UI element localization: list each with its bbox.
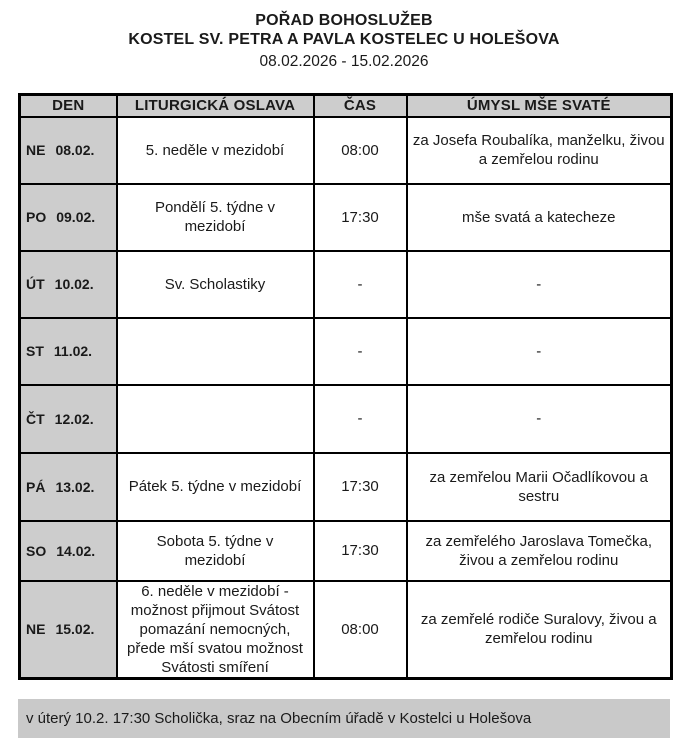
intention-cell: za zemřelé rodiče Suralovy, živou a zemřelou rodinu [407, 581, 672, 679]
table-row [20, 581, 672, 679]
day-cell [20, 318, 117, 385]
celebration-cell: Pondělí 5. týdne v mezidobí [117, 184, 314, 251]
day-cell [20, 521, 117, 581]
celebration-cell: Sobota 5. týdne v mezidobí [117, 521, 314, 581]
header-umysl-mse-svate: ÚMYSL MŠE SVATÉ [407, 95, 672, 117]
time-cell: 17:30 [314, 453, 407, 521]
table-row [20, 385, 672, 453]
table-row [20, 453, 672, 521]
table-row [20, 521, 672, 581]
church-name: KOSTEL SV. PETRA A PAVLA KOSTELEC U HOLEŠOVA [128, 31, 560, 48]
table-header [20, 95, 672, 117]
time-cell: - [314, 385, 407, 453]
table-row [20, 318, 672, 385]
footer-note-text: v úterý 10.2. 17:30 Scholička, sraz na Obecním úřadě v Kostelci u Holešova [26, 709, 532, 727]
day-cell [20, 117, 117, 184]
footer-note [18, 699, 670, 738]
day-cell [20, 385, 117, 453]
time-cell: 17:30 [314, 521, 407, 581]
celebration-cell [117, 318, 314, 385]
day-abbrev: ST [26, 343, 44, 359]
celebration-cell: Pátek 5. týdne v mezidobí [117, 453, 314, 521]
day-abbrev: ČT [26, 410, 45, 427]
date-range: 08.02.2026 - 15.02.2026 [259, 53, 429, 70]
day-date: 13.02. [55, 478, 95, 495]
time-cell: - [314, 318, 407, 385]
intention-cell: - [407, 318, 672, 385]
day-abbrev: PO [26, 209, 47, 225]
time-cell: 08:00 [314, 117, 407, 184]
header-row [20, 95, 672, 117]
day-date: 11.02. [53, 343, 93, 359]
day-date: 08.02. [55, 142, 95, 158]
celebration-cell: 6. neděle v mezidobí - možnost přijmout Svátost pomazání nemocných, přede mší svatou možnost Svátosti smíření [117, 581, 314, 679]
intention-cell: mše svatá a katecheze [407, 184, 672, 251]
time-cell: - [314, 251, 407, 318]
intention-cell: - [407, 385, 672, 453]
day-date: 14.02. [56, 542, 96, 559]
day-abbrev: SO [26, 542, 47, 559]
time-cell: 08:00 [314, 581, 407, 679]
day-abbrev: NE [26, 621, 46, 637]
day-cell [20, 184, 117, 251]
celebration-cell [117, 385, 314, 453]
schedule-body [20, 117, 672, 679]
time-cell: 17:30 [314, 184, 407, 251]
intention-cell: za zemřelou Marii Očadlíkovou a sestru [407, 453, 672, 521]
header-den: DEN [20, 95, 117, 117]
day-cell [20, 251, 117, 318]
day-date: 15.02. [55, 621, 95, 637]
day-abbrev: NE [26, 142, 46, 158]
page-title: POŘAD BOHOSLUŽEB [255, 12, 433, 29]
table-row [20, 251, 672, 318]
celebration-cell: 5. neděle v mezidobí [117, 117, 314, 184]
day-abbrev: ÚT [26, 276, 45, 292]
intention-cell: za zemřelého Jaroslava Tomečka, živou a zemřelou rodinu [407, 521, 672, 581]
title-block [0, 0, 688, 71]
header-liturgicka-oslava: LITURGICKÁ OSLAVA [117, 95, 314, 117]
table-row [20, 117, 672, 184]
header-cas: ČAS [314, 95, 407, 117]
intention-cell: - [407, 251, 672, 318]
day-date: 12.02. [54, 410, 94, 427]
schedule-table [18, 93, 673, 680]
day-cell [20, 453, 117, 521]
day-date: 09.02. [56, 209, 96, 225]
day-abbrev: PÁ [26, 478, 46, 495]
intention-cell: za Josefa Roubalíka, manželku, živou a zemřelou rodinu [407, 117, 672, 184]
day-date: 10.02. [54, 276, 94, 292]
day-cell [20, 581, 117, 679]
table-row [20, 184, 672, 251]
celebration-cell: Sv. Scholastiky [117, 251, 314, 318]
